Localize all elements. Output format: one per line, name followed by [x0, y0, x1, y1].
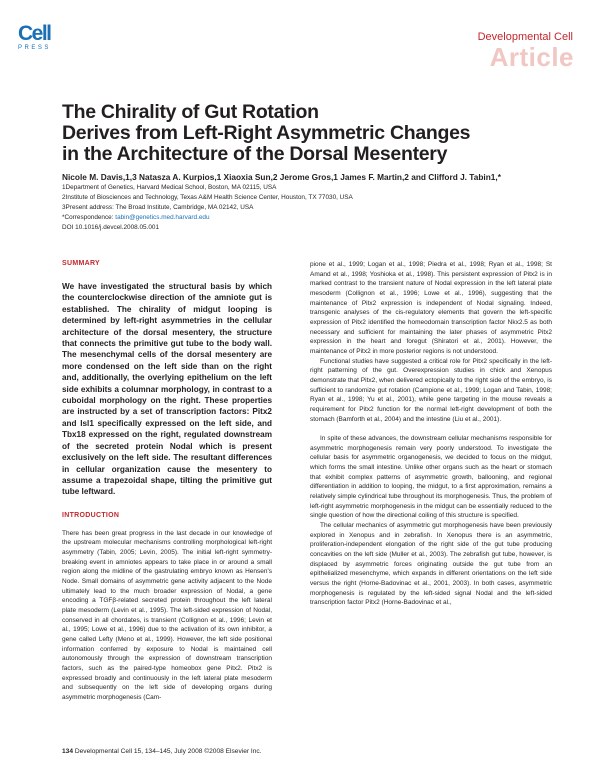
correspondence-email-link[interactable]: tabin@genetics.med.harvard.edu: [115, 214, 210, 221]
body-paragraph: Functional studies have suggested a critical role for Pitx2 specifically in the left-right patterning of the gut. Overexpression studies in chick and Xenopus demonstrate that Pitx2, when delivered ectopically to the right side of the embryo, is sufficient to randomize gut rotation (Campione et al., 1999; Logan and Tabin, 1998; Ryan et al., 1998; Yu et al., 2001), while gene targeting in the mouse reveals a requirement for Pitx2 function for the normal left-right development of both the stomach (Bamforth et al., 2004) and the intestine (Liu et al., 2001).: [310, 357, 552, 423]
correspondence: [62, 213, 532, 223]
logo-press: PRESS: [18, 45, 51, 51]
paper-title: [62, 102, 492, 165]
title-line: in the Architecture of the Dorsal Mesentery: [62, 143, 448, 165]
author-list: Nicole M. Davis,1,3 Natasza A. Kurpios,1 Xiaoxia Sun,2 Jerome Gros,1 James F. Martin,2 and Clifford J. Tabin1,*: [62, 172, 501, 182]
summary-text: We have investigated the structural basis by which the counterclockwise direction of the amniote gut is established. The chirality of midgut looping is determined by left-right asymmetries in the cellular architecture of the dorsal mesentery, the structure that connects the primitive gut tube to the body wall. The mesenchymal cells of the dorsal mesentery are more condensed on the left side than on the right and, additionally, the overlying epithelium on the left side exhibits a columnar morphology, in contrast to a cuboidal morphology on the right. These properties are instructed by a set of transcription factors: Pitx2 and Isl1 specifically expressed on the left side, and Tbx18 expressed on the right, regulated downstream of the secreted protein Nodal which is present exclusively on the left side. The resultant differences in cellular organization cause the mesentery to assume a trapezoidal shape, tilting the primitive gut tube leftward.: [62, 282, 272, 497]
correspondence-label: *Correspondence:: [62, 214, 114, 221]
article-type: Article: [489, 42, 574, 72]
body-paragraph: The cellular mechanics of asymmetric gut morphogenesis have been previously explored in Xenopus and in zebrafish. In Xenopus there is an asymmetric, proliferation-independent elongation of the right side of the gut tube producing concavities on the left side (Muller et al., 2003). The zebrafish gut tube, however, is displaced by asymmetric forces originating outside the gut tube from an epithelialized mesenchyme, which expands in different orientations on the left side versus the right (Horne-Badovinac et al., 2001, 2003). In both cases, asymmetric morphogenesis is regulated by the left-sided signal Nodal and the left-sided transcription factor Pitx2 (Horne-Badovinac et al.,: [310, 522, 552, 607]
logo-word: Cell: [18, 22, 51, 45]
cell-press-logo: [18, 24, 58, 51]
body-paragraph: In spite of these advances, the downstream cellular mechanisms responsible for asymmetric morphogenesis remain very poorly understood. To investigate the cellular basis for asymmetric organogenesis, we decided to focus on the midgut, which forms the small intestine. Unlike other organs such as the heart or stomach that exhibit complex patterns of asymmetric growth, ballooning, and regional differentiation in addition to looping, the midgut, to a first approximation, remains a relatively simple cylindrical tube throughout its morphogenesis. Thus, the problem of left-right asymmetric morphogenesis in the midgut can be essentially reduced to the single question of how the directional coiling of this structure is specified.: [310, 435, 552, 520]
body-paragraph: pione et al., 1999; Logan et al., 1998; Piedra et al., 1998; Ryan et al., 1998; St Amand et al., 1998; Yoshioka et al., 1998). This persistent expression of Pitx2 is in marked contrast to the transient nature of Nodal expression in the left lateral plate mesoderm (Collignon et al., 1996; Lowe et al., 1996), suggesting that the maintenance of Pitx2 expression is independent of Nodal signaling. Indeed, transgenic analyses of the cis-regulatory elements that govern the left-specific expression of Pitx2 identified the homeodomain transcription factor Nkx2.5 as both necessary and sufficient for maintaining the later phases of asymmetric Pitx2 expression in the heart and foregut (Shiratori et al., 2001). However, the maintenance of Pitx2 in more posterior regions is not understood.: [310, 261, 552, 355]
journal-citation: Developmental Cell 15, 134–145, July 2008 ©2008 Elsevier Inc.: [74, 748, 262, 755]
affiliation: 3Present address: The Broad Institute, Cambridge, MA 02142, USA: [62, 204, 254, 211]
right-column: [310, 260, 552, 608]
front-matter: [62, 172, 532, 233]
page-number: 134: [62, 748, 74, 755]
journal-name: Developmental Cell: [477, 31, 573, 43]
introduction-heading: INTRODUCTION: [62, 511, 120, 519]
summary-heading: SUMMARY: [62, 260, 101, 267]
left-column: [62, 260, 272, 703]
introduction-paragraph: There has been great progress in the last decade in our knowledge of the upstream molecular mechanisms controlling morphological left-right asymmetry (Tabin, 2005; Levin, 2005). The initial left-right symmetry-breaking event in amniotes appears to take place in or around a small region along the midline of the gastrulating embryo known as Hensen's Node. Small domains of asymmetric gene activity adjacent to the Node ultimately lead to the much broader expression of Nodal, a gene encoding a TGFβ-related secreted protein throughout the left lateral plate mesoderm (Levin et al., 1995). The left-sided expression of Nodal, conserved in all chordates, is transient (Collignon et al., 1996; Levin et al., 1995; Lowe et al., 1996) due to the activation of its own inhibitor, a gene called Lefty (Meno et al., 1999). However, the left side positional information conferred by exposure to Nodal is maintained cell autonomously through the expression of downstream transcription factors, such as the paired-type homeobox gene Pitx2. Pitx2 is expressed broadly and continuously in the left lateral plate mesoderm and subsequently on the left side of developing organs during asymmetric morphogenesis (Cam-: [62, 529, 272, 701]
title-line: Derives from Left-Right Asymmetric Changes: [62, 122, 471, 144]
title-line: The Chirality of Gut Rotation: [62, 101, 319, 123]
affiliation: 1Department of Genetics, Harvard Medical School, Boston, MA 02115, USA: [62, 184, 277, 191]
page-footer: [62, 748, 262, 755]
affiliation: 2Institute of Biosciences and Technology, Texas A&M Health Science Center, Houston, TX 77030, USA: [62, 194, 353, 201]
doi: DOI 10.1016/j.devcel.2008.05.001: [62, 224, 159, 231]
